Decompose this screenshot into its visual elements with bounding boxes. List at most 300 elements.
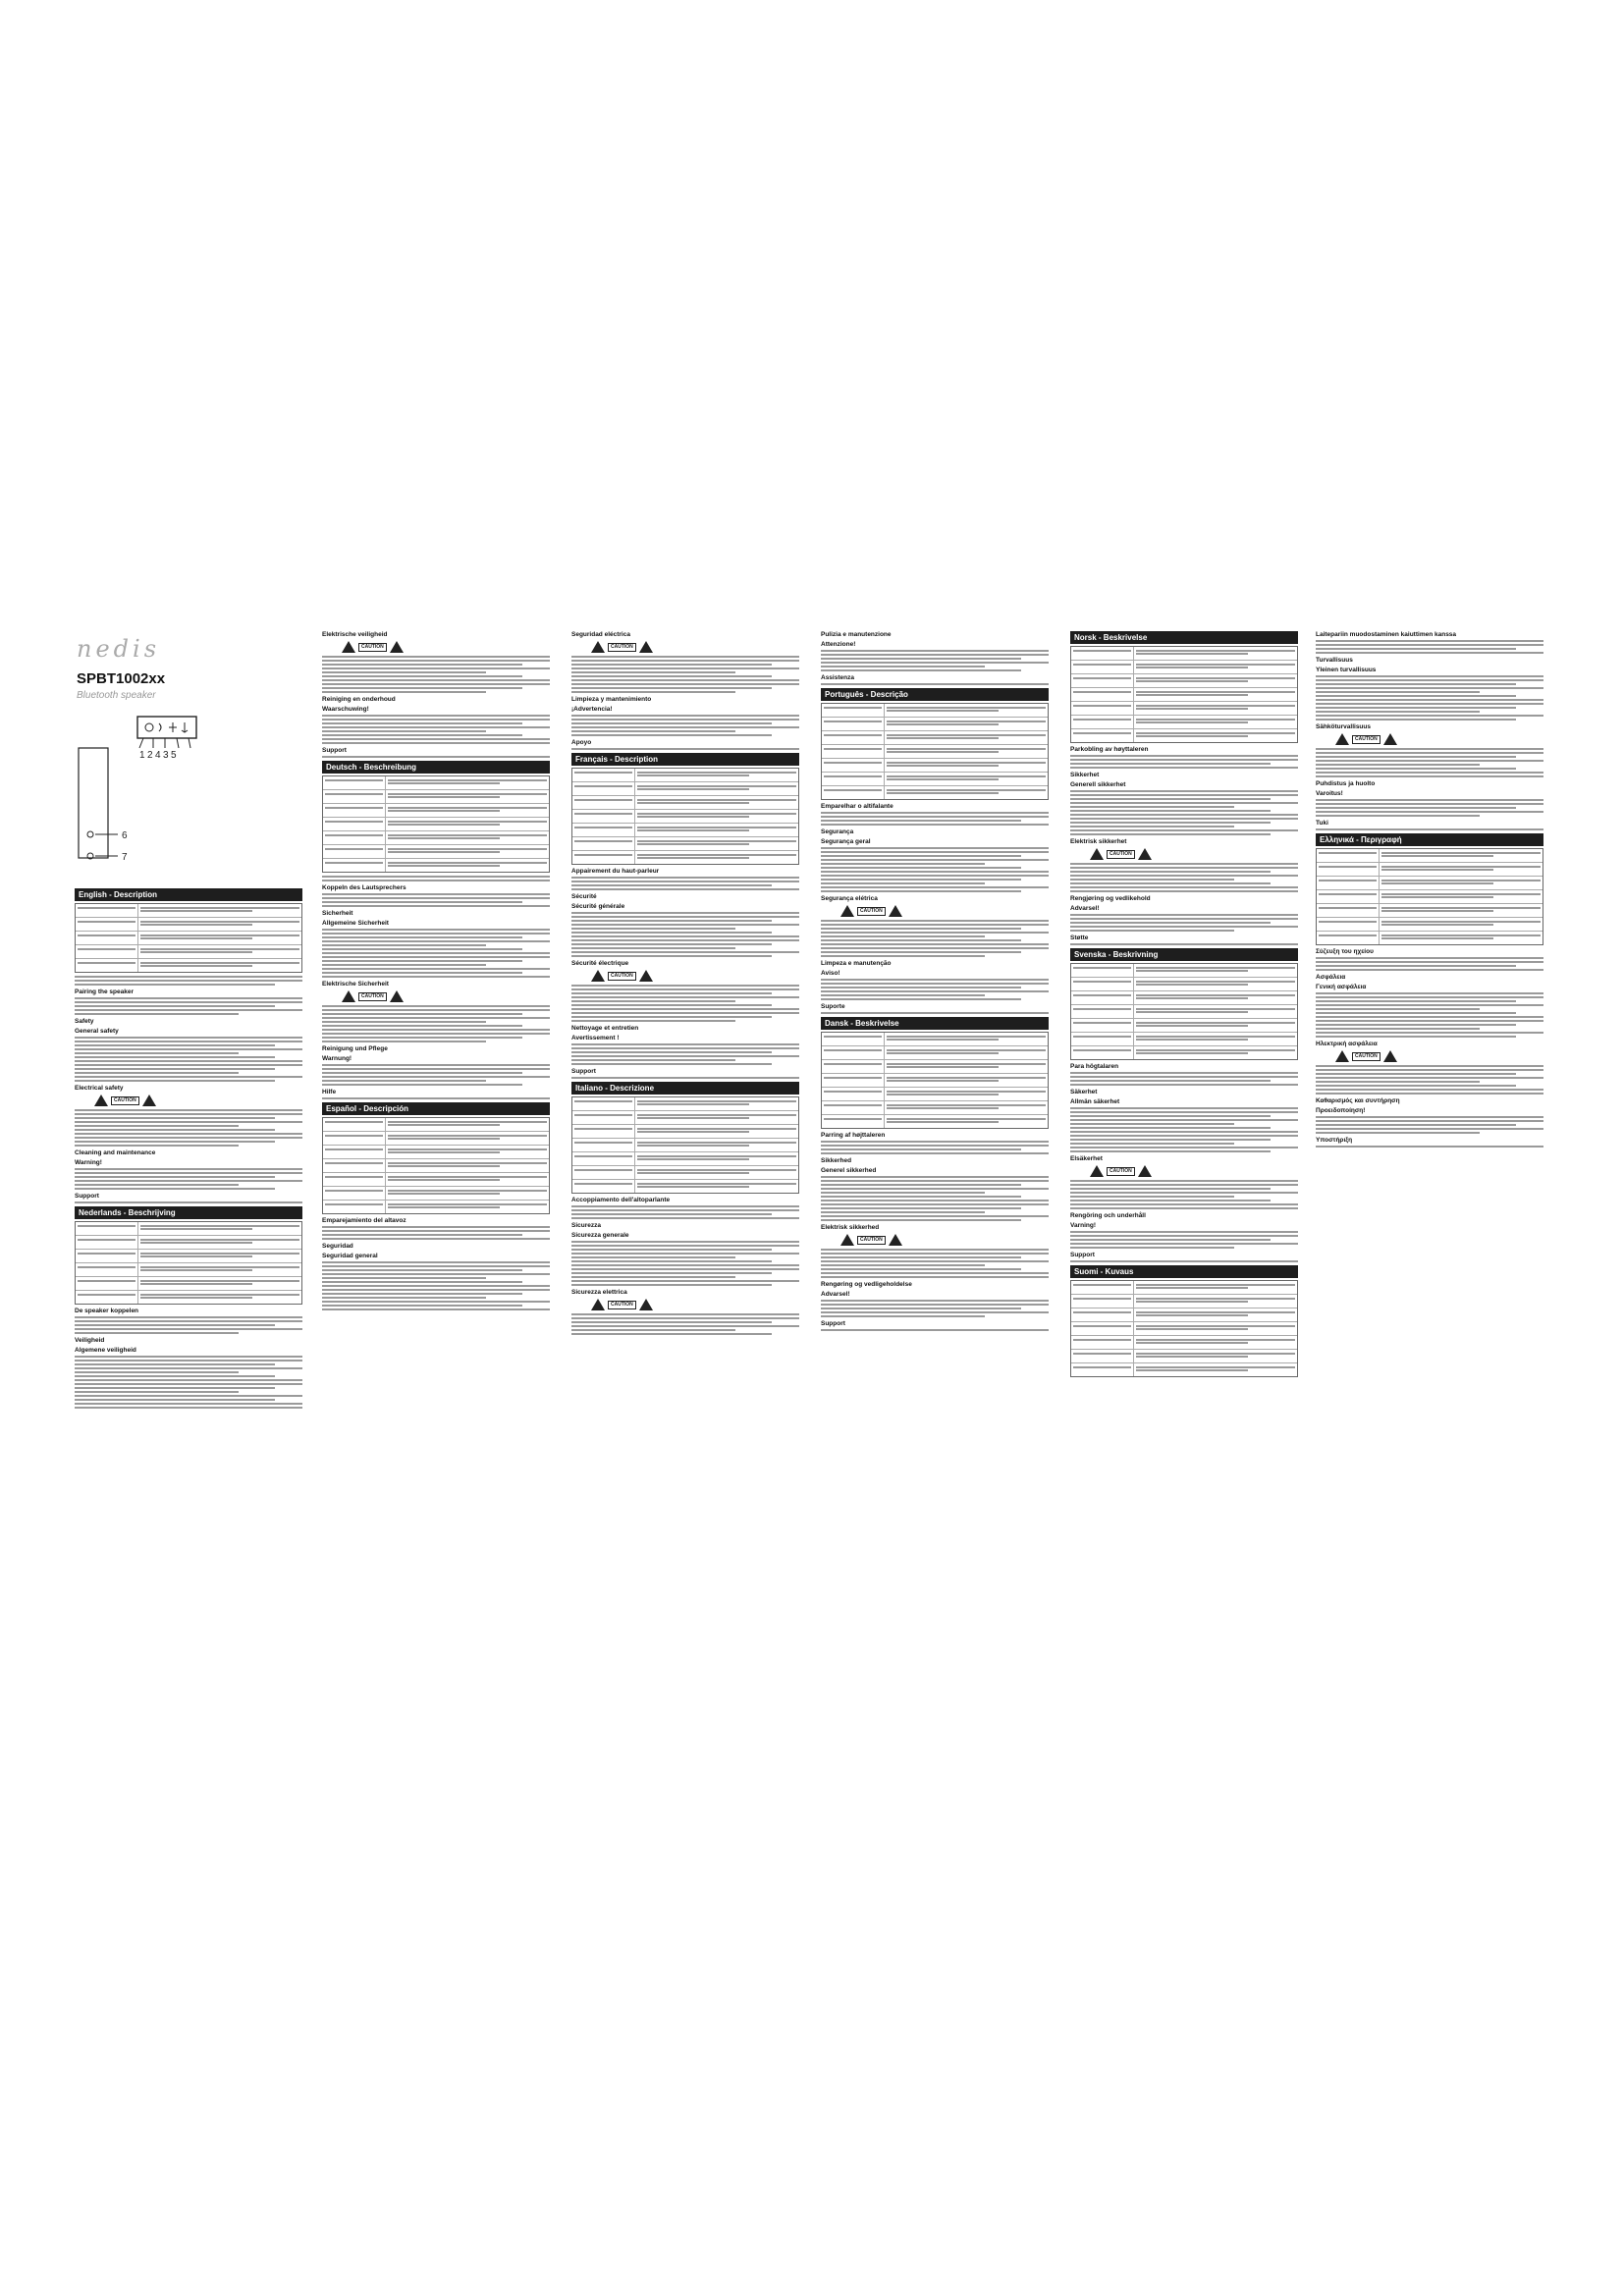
body-text-line <box>322 664 522 666</box>
table-row <box>323 844 549 858</box>
column-6 <box>1316 628 1543 1149</box>
body-text-line <box>571 916 799 918</box>
body-text-line <box>322 1037 522 1039</box>
table-cell-function <box>1134 702 1297 715</box>
subheading: Laitepariin muodostaminen kaiuttimen kanssa <box>1316 631 1457 638</box>
table-row <box>1071 1321 1297 1335</box>
body-text-line <box>75 1188 275 1190</box>
body-text-line <box>821 1276 1049 1278</box>
subheading: Support <box>571 1068 596 1075</box>
body-text-line <box>322 1265 550 1267</box>
table-cell-function <box>386 790 549 803</box>
body-text-line <box>571 928 735 930</box>
body-text-line <box>75 1379 302 1381</box>
subheading: Support <box>75 1193 99 1200</box>
table-cell-function <box>1134 1005 1297 1018</box>
body-text-line <box>1316 815 1480 817</box>
body-text-line <box>75 1133 302 1135</box>
table-cell-part <box>76 918 138 931</box>
table-cell-part <box>323 1187 386 1200</box>
body-text-line <box>821 812 1049 814</box>
subheading: Sicurezza elettrica <box>571 1289 627 1296</box>
section-heading: English - Description <box>75 888 302 901</box>
body-text-line <box>322 936 522 938</box>
table-cell-part <box>323 818 386 830</box>
diagram-callout: 3 <box>163 750 169 761</box>
table-cell-function <box>1134 1281 1297 1294</box>
table-cell-part <box>822 718 885 730</box>
table-cell-function <box>1134 964 1297 977</box>
table-row <box>822 704 1048 717</box>
table-row <box>323 858 549 872</box>
table-cell-function <box>885 1115 1048 1128</box>
table-row <box>1317 903 1543 917</box>
table-row <box>572 850 798 864</box>
body-text-line <box>1070 1180 1298 1182</box>
body-text-line <box>571 988 799 990</box>
table-cell-function <box>1380 932 1543 944</box>
body-text-line <box>571 1047 799 1049</box>
subheading: Safety <box>75 1018 94 1025</box>
body-text-line <box>75 1076 302 1078</box>
body-text-line <box>75 1001 302 1003</box>
body-text-line <box>821 1256 1021 1258</box>
table-cell-part <box>1071 688 1134 701</box>
table-cell-function <box>138 959 301 972</box>
body-text-line <box>322 876 550 878</box>
table-cell-part <box>1317 863 1380 876</box>
column-3 <box>571 628 799 1337</box>
body-text-line <box>1070 943 1298 945</box>
table-cell-function <box>885 718 1048 730</box>
body-text-line <box>322 738 550 740</box>
body-text-line <box>75 1172 302 1174</box>
body-text-line <box>322 933 550 934</box>
body-text-line <box>75 1316 302 1318</box>
column-1 <box>75 885 302 1411</box>
body-text-line <box>1316 772 1543 774</box>
body-text-line <box>821 816 1049 818</box>
body-text-line <box>322 671 486 673</box>
description-table <box>571 1096 799 1194</box>
body-text-line <box>322 1297 486 1299</box>
body-text-line <box>1070 1123 1234 1125</box>
body-text-line <box>322 901 522 903</box>
body-text-line <box>1070 763 1271 765</box>
brand-logo: nedis <box>77 635 161 663</box>
section-heading: Nederlands - Beschrijving <box>75 1206 302 1219</box>
table-row <box>1071 728 1297 742</box>
caution-text: CAUTION <box>1107 1167 1135 1176</box>
body-text-line <box>571 675 772 677</box>
body-text-line <box>1316 1032 1543 1034</box>
table-cell-part <box>1071 1350 1134 1362</box>
body-text-line <box>322 1305 522 1307</box>
section-heading: Português - Descrição <box>821 688 1049 701</box>
table-row <box>822 1033 1048 1045</box>
body-text-line <box>322 956 550 958</box>
body-text-line <box>75 1117 275 1119</box>
table-cell-part <box>1317 877 1380 889</box>
subheading: Turvallisuus <box>1316 657 1353 664</box>
table-row <box>1317 931 1543 944</box>
body-text-line <box>821 1200 1049 1201</box>
body-text-line <box>571 1209 799 1211</box>
subheading: Sikkerhed <box>821 1157 852 1164</box>
table-cell-function <box>138 1277 301 1290</box>
body-text-line <box>571 912 799 914</box>
body-text-line <box>75 1137 302 1139</box>
body-text-line <box>1070 930 1234 932</box>
warning-triangle-icon <box>1138 848 1152 860</box>
table-row <box>1071 1294 1297 1308</box>
body-text-line <box>1316 1077 1543 1079</box>
body-text-line <box>571 1020 735 1022</box>
table-cell-function <box>1380 877 1543 889</box>
body-text-line <box>75 1387 275 1389</box>
warning-triangle-icon <box>591 970 605 982</box>
body-text-line <box>322 976 550 978</box>
subheading: Electrical safety <box>75 1085 124 1092</box>
body-text-line <box>1316 756 1516 758</box>
table-cell-function <box>138 932 301 944</box>
body-text-line <box>821 1253 1049 1255</box>
table-cell-part <box>76 959 138 972</box>
body-text-line <box>821 851 1049 853</box>
body-text-line <box>1316 683 1516 685</box>
table-cell-part <box>1317 890 1380 903</box>
table-cell-function <box>1134 1308 1297 1321</box>
body-text-line <box>322 667 550 669</box>
subheading: Varning! <box>1070 1222 1097 1229</box>
subheading: Rengöring och underhåll <box>1070 1212 1146 1219</box>
column-2 <box>322 628 550 1312</box>
table-row <box>1071 1018 1297 1032</box>
body-text-line <box>1070 1207 1298 1209</box>
subheading: Avertissement ! <box>571 1035 620 1041</box>
body-text-line <box>821 1180 1049 1182</box>
table-row <box>1071 1362 1297 1376</box>
table-row <box>822 1087 1048 1100</box>
body-text-line <box>571 920 772 922</box>
body-text-line <box>322 1301 550 1303</box>
table-cell-part <box>822 1101 885 1114</box>
table-cell-function <box>1134 729 1297 742</box>
body-text-line <box>571 884 772 886</box>
table-cell-function <box>386 1187 549 1200</box>
body-text-line <box>1316 1020 1543 1022</box>
table-cell-part <box>323 845 386 858</box>
body-text-line <box>571 1051 772 1053</box>
subheading: Reinigung und Pflege <box>322 1045 388 1052</box>
body-text-line <box>1316 1081 1480 1083</box>
subheading: Støtte <box>1070 934 1089 941</box>
body-text-line <box>75 1356 302 1358</box>
table-row <box>1071 687 1297 701</box>
warning-triangle-icon <box>639 970 653 982</box>
body-text-line <box>571 955 772 957</box>
table-cell-function <box>635 1111 798 1124</box>
body-text-line <box>75 1403 302 1405</box>
table-row <box>323 803 549 817</box>
caution-text: CAUTION <box>857 907 886 916</box>
subheading: Support <box>821 1320 845 1327</box>
table-cell-part <box>1317 918 1380 931</box>
table-cell-function <box>386 804 549 817</box>
table-row <box>822 772 1048 785</box>
body-text-line <box>821 1272 1049 1274</box>
section-heading: Français - Description <box>571 753 799 766</box>
table-cell-part <box>572 810 635 823</box>
body-text-line <box>821 871 1049 873</box>
body-text-line <box>571 877 799 879</box>
table-cell-function <box>386 1159 549 1172</box>
table-cell-function <box>1134 1019 1297 1032</box>
body-text-line <box>571 660 799 662</box>
table-cell-function <box>138 918 301 931</box>
body-text-line <box>75 1037 302 1039</box>
body-text-line <box>571 656 799 658</box>
body-text-line <box>75 1395 302 1397</box>
table-cell-function <box>386 818 549 830</box>
body-text-line <box>821 1148 1021 1150</box>
subheading: Elektrische veiligheid <box>322 631 388 638</box>
table-cell-part <box>1317 904 1380 917</box>
body-text-line <box>1316 1000 1516 1002</box>
body-text-line <box>322 1285 550 1287</box>
caution-label <box>94 1095 302 1106</box>
body-text-line <box>322 1238 550 1240</box>
body-text-line <box>821 875 1049 877</box>
diagram-callout: 6 <box>122 830 128 841</box>
body-text-line <box>571 924 799 926</box>
body-text-line <box>1316 703 1543 705</box>
table-row <box>76 904 301 917</box>
body-text-line <box>322 1025 522 1027</box>
warning-triangle-icon <box>1090 848 1104 860</box>
subheading: Seguridad eléctrica <box>571 631 630 638</box>
subheading: Tuki <box>1316 820 1328 827</box>
table-cell-part <box>572 837 635 850</box>
body-text-line <box>322 893 550 895</box>
body-text-line <box>1070 1072 1298 1074</box>
body-text-line <box>1070 1127 1271 1129</box>
table-cell-function <box>635 824 798 836</box>
body-text-line <box>75 1113 302 1115</box>
table-cell-function <box>635 810 798 823</box>
button-icons <box>139 722 190 748</box>
body-text-line <box>75 1391 239 1393</box>
subheading: Apoyo <box>571 739 592 746</box>
table-row <box>572 1151 798 1165</box>
table-cell-function <box>635 1097 798 1110</box>
subheading: Warnung! <box>322 1055 352 1062</box>
body-text-line <box>571 730 735 732</box>
subheading: Elektrisk sikkerhed <box>821 1224 880 1231</box>
subheading: Warning! <box>75 1159 102 1166</box>
table-row <box>572 769 798 781</box>
warning-triangle-icon <box>1335 733 1349 745</box>
body-text-line <box>322 964 486 966</box>
body-text-line <box>1316 715 1543 717</box>
body-text-line <box>1070 1131 1298 1133</box>
table-cell-part <box>1071 1295 1134 1308</box>
table-row <box>822 1073 1048 1087</box>
body-text-line <box>322 1293 522 1295</box>
body-text-line <box>821 1203 1049 1205</box>
table-row <box>1071 964 1297 977</box>
body-text-line <box>571 722 772 724</box>
body-text-line <box>322 1234 522 1236</box>
body-text-line <box>322 1068 550 1070</box>
body-text-line <box>571 691 735 693</box>
body-text-line <box>571 1213 772 1215</box>
table-row <box>822 1059 1048 1073</box>
subheading: Accoppiamento dell'altoparlante <box>571 1197 671 1203</box>
body-text-line <box>1316 1093 1543 1095</box>
body-text-line <box>821 979 1049 981</box>
body-text-line <box>1070 1147 1298 1148</box>
table-cell-part <box>1317 849 1380 862</box>
body-text-line <box>1316 695 1516 697</box>
body-text-line <box>571 687 772 689</box>
body-text-line <box>1316 969 1543 971</box>
body-text-line <box>821 1141 1049 1143</box>
table-cell-function <box>386 859 549 872</box>
table-cell-part <box>76 1291 138 1304</box>
subheading: Generel sikkerhed <box>821 1167 877 1174</box>
table-cell-part <box>572 1125 635 1138</box>
table-cell-function <box>138 945 301 958</box>
table-cell-function <box>1134 1046 1297 1059</box>
body-text-line <box>571 1249 772 1251</box>
table-cell-part <box>572 1166 635 1179</box>
body-text-line <box>571 1313 799 1315</box>
warning-triangle-icon <box>1090 1165 1104 1177</box>
body-text-line <box>75 1363 275 1365</box>
subheading: Pairing the speaker <box>75 988 134 995</box>
description-table <box>571 768 799 865</box>
body-text-line <box>75 1048 302 1050</box>
table-cell-part <box>1071 674 1134 687</box>
body-text-line <box>75 1009 302 1011</box>
warning-triangle-icon <box>639 1299 653 1310</box>
body-text-line <box>75 1060 302 1062</box>
subheading: ¡Advertencia! <box>571 706 613 713</box>
body-text-line <box>821 1211 985 1213</box>
table-cell-function <box>138 904 301 917</box>
body-text-line <box>821 983 1049 985</box>
body-text-line <box>571 1256 735 1258</box>
body-text-line <box>75 1371 239 1373</box>
speaker-top-panel <box>137 717 196 738</box>
section-heading: Deutsch - Beschreibung <box>322 761 550 774</box>
table-cell-function <box>635 796 798 809</box>
body-text-line <box>571 1264 799 1266</box>
table-cell-part <box>323 1201 386 1213</box>
subheading: Emparejamiento del altavoz <box>322 1217 406 1224</box>
table-cell-function <box>386 845 549 858</box>
warning-triangle-icon <box>1138 1165 1152 1177</box>
body-text-line <box>75 1145 239 1147</box>
body-text-line <box>1070 1243 1298 1245</box>
table-cell-part <box>572 1139 635 1151</box>
body-text-line <box>821 1192 985 1194</box>
table-row <box>822 730 1048 744</box>
body-text-line <box>75 984 275 986</box>
body-text-line <box>821 882 985 884</box>
body-text-line <box>821 1219 1021 1221</box>
body-text-line <box>1316 1089 1543 1091</box>
body-text-line <box>821 1311 1049 1313</box>
body-text-line <box>571 719 799 721</box>
body-text-line <box>571 935 799 937</box>
body-text-line <box>75 1052 239 1054</box>
body-text-line <box>1070 1200 1271 1201</box>
table-cell-function <box>386 776 549 789</box>
table-cell-function <box>885 759 1048 772</box>
body-text-line <box>1070 1150 1271 1152</box>
table-cell-part <box>76 932 138 944</box>
body-text-line <box>1070 814 1298 816</box>
description-table <box>821 1032 1049 1129</box>
subheading: Elektrische Sicherheit <box>322 981 389 988</box>
table-cell-part <box>323 776 386 789</box>
body-text-line <box>821 943 1049 945</box>
table-row <box>76 931 301 944</box>
body-text-line <box>322 730 486 732</box>
subheading: Puhdistus ja huolto <box>1316 780 1376 787</box>
table-cell-part <box>1071 1363 1134 1376</box>
body-text-line <box>1316 707 1516 709</box>
caution-label <box>840 905 1049 917</box>
body-text-line <box>322 656 550 658</box>
body-text-line <box>1070 759 1298 761</box>
body-text-line <box>821 1329 1049 1331</box>
body-text-line <box>571 748 799 750</box>
table-cell-function <box>1134 1322 1297 1335</box>
table-cell-part <box>76 1250 138 1262</box>
body-text-line <box>75 1044 275 1046</box>
body-text-line <box>322 1230 550 1232</box>
body-text-line <box>1070 790 1298 792</box>
subheading: Καθαρισμός και συντήρηση <box>1316 1097 1400 1104</box>
body-text-line <box>1316 768 1516 770</box>
body-text-line <box>571 664 772 666</box>
body-text-line <box>1070 914 1298 916</box>
table-row <box>572 795 798 809</box>
body-text-line <box>821 951 1021 953</box>
table-cell-function <box>1134 1363 1297 1376</box>
body-text-line <box>322 726 550 728</box>
body-text-line <box>1070 798 1271 800</box>
subheading: Nettoyage et entretien <box>571 1025 639 1032</box>
body-text-line <box>1070 1231 1298 1233</box>
body-text-line <box>322 1017 550 1019</box>
caution-text: CAUTION <box>608 1301 636 1309</box>
body-text-line <box>75 1375 275 1377</box>
body-text-line <box>75 1407 302 1409</box>
table-cell-function <box>885 1088 1048 1100</box>
body-text-line <box>1070 926 1298 928</box>
table-cell-part <box>76 904 138 917</box>
body-text-line <box>1316 828 1543 830</box>
subheading: Sicurezza generale <box>571 1232 629 1239</box>
body-text-line <box>1316 1073 1516 1075</box>
subheading: Sécurité <box>571 893 597 900</box>
body-text-line <box>1070 802 1298 804</box>
table-cell-function <box>386 1132 549 1145</box>
